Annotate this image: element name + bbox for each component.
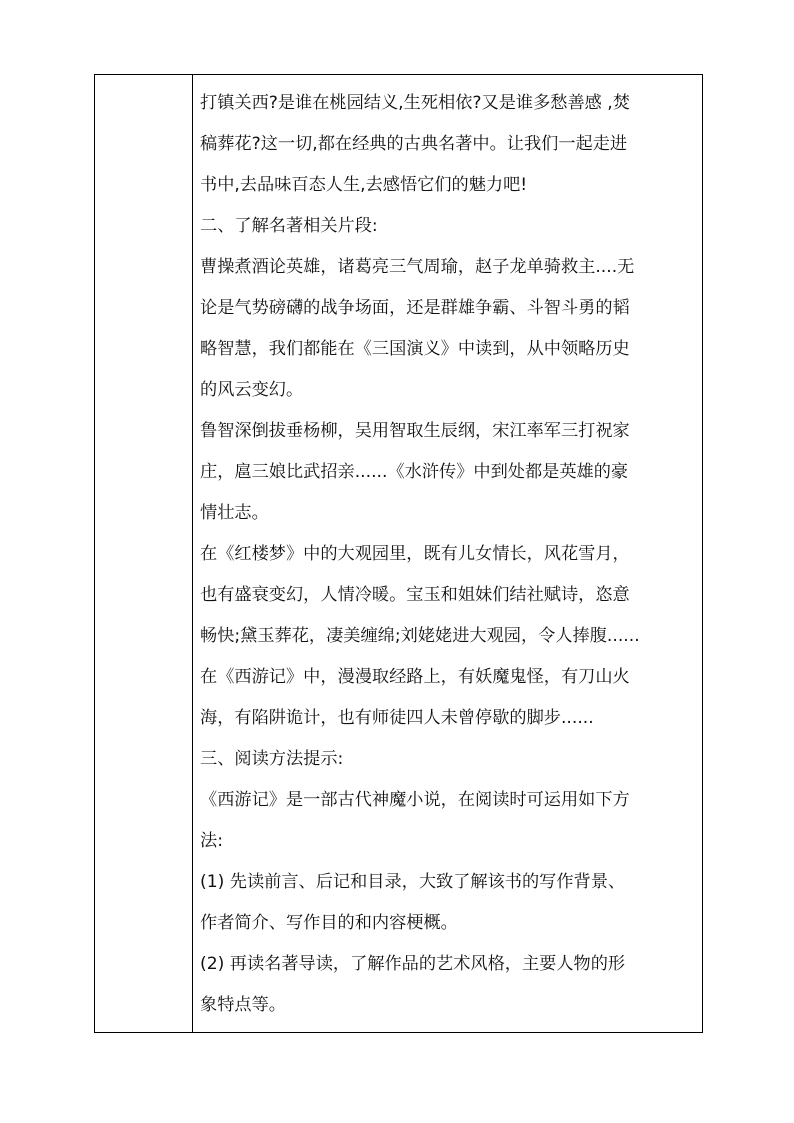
text-line: 畅快;黛玉葬花，凄美缠绵;刘姥姥进大观园，令人捧腹...... [200, 626, 640, 646]
text-line: 情壮志。 [200, 503, 269, 523]
text-line: 的风云变幻。 [200, 380, 304, 400]
text-line: 也有盛衰变幻，人情冷暖。宝玉和姐妹们结社赋诗，恣意 [200, 585, 630, 605]
text-line: 在《红楼梦》中的大观园里，既有儿女情长，风花雪月， [200, 544, 630, 564]
left-empty-cell [95, 75, 192, 1032]
text-line: 鲁智深倒拔垂杨柳，吴用智取生辰纲，宋江率军三打祝家 [200, 421, 630, 441]
text-line: (2) 再读名著导读，了解作品的艺术风格，主要人物的形 [200, 954, 626, 974]
text-line: 《西游记》是一部古代神魔小说，在阅读时可运用如下方 [200, 790, 630, 810]
text-line: 作者简介、写作目的和内容梗概。 [200, 913, 458, 933]
column-divider [192, 75, 193, 1032]
text-line: 曹操煮酒论英雄，诸葛亮三气周瑜，赵子龙单骑救主....无 [200, 257, 635, 277]
text-line: 法: [200, 831, 223, 851]
text-line: 略智慧，我们都能在《三国演义》中读到，从中领略历史 [200, 339, 630, 359]
text-line: 论是气势磅礴的战争场面，还是群雄争霸、斗智斗勇的韬 [200, 298, 630, 318]
text-line: 稿葬花?这一切,都在经典的古典名著中。让我们一起走进 [200, 134, 628, 154]
text-line: 象特点等。 [200, 995, 286, 1015]
text-line: 书中,去品味百态人生,去感悟它们的魅力吧! [200, 175, 528, 195]
text-line: 海，有陷阱诡计，也有师徒四人未曾停歇的脚步...... [200, 708, 594, 728]
text-line: 庄，扈三娘比武招亲......《水浒传》中到处都是英雄的豪 [200, 462, 629, 482]
section-heading: 二、了解名著相关片段: [200, 216, 378, 236]
document-table [94, 74, 703, 1033]
text-line: 在《西游记》中，漫漫取经路上，有妖魔鬼怪，有刀山火 [200, 667, 630, 687]
text-line: 打镇关西?是谁在桃园结义,生死相依?又是谁多愁善感 ,焚 [200, 93, 630, 113]
text-line: (1) 先读前言、后记和目录，大致了解该书的写作背景、 [200, 872, 626, 892]
section-heading: 三、阅读方法提示: [200, 749, 344, 769]
content-cell [200, 83, 695, 1026]
